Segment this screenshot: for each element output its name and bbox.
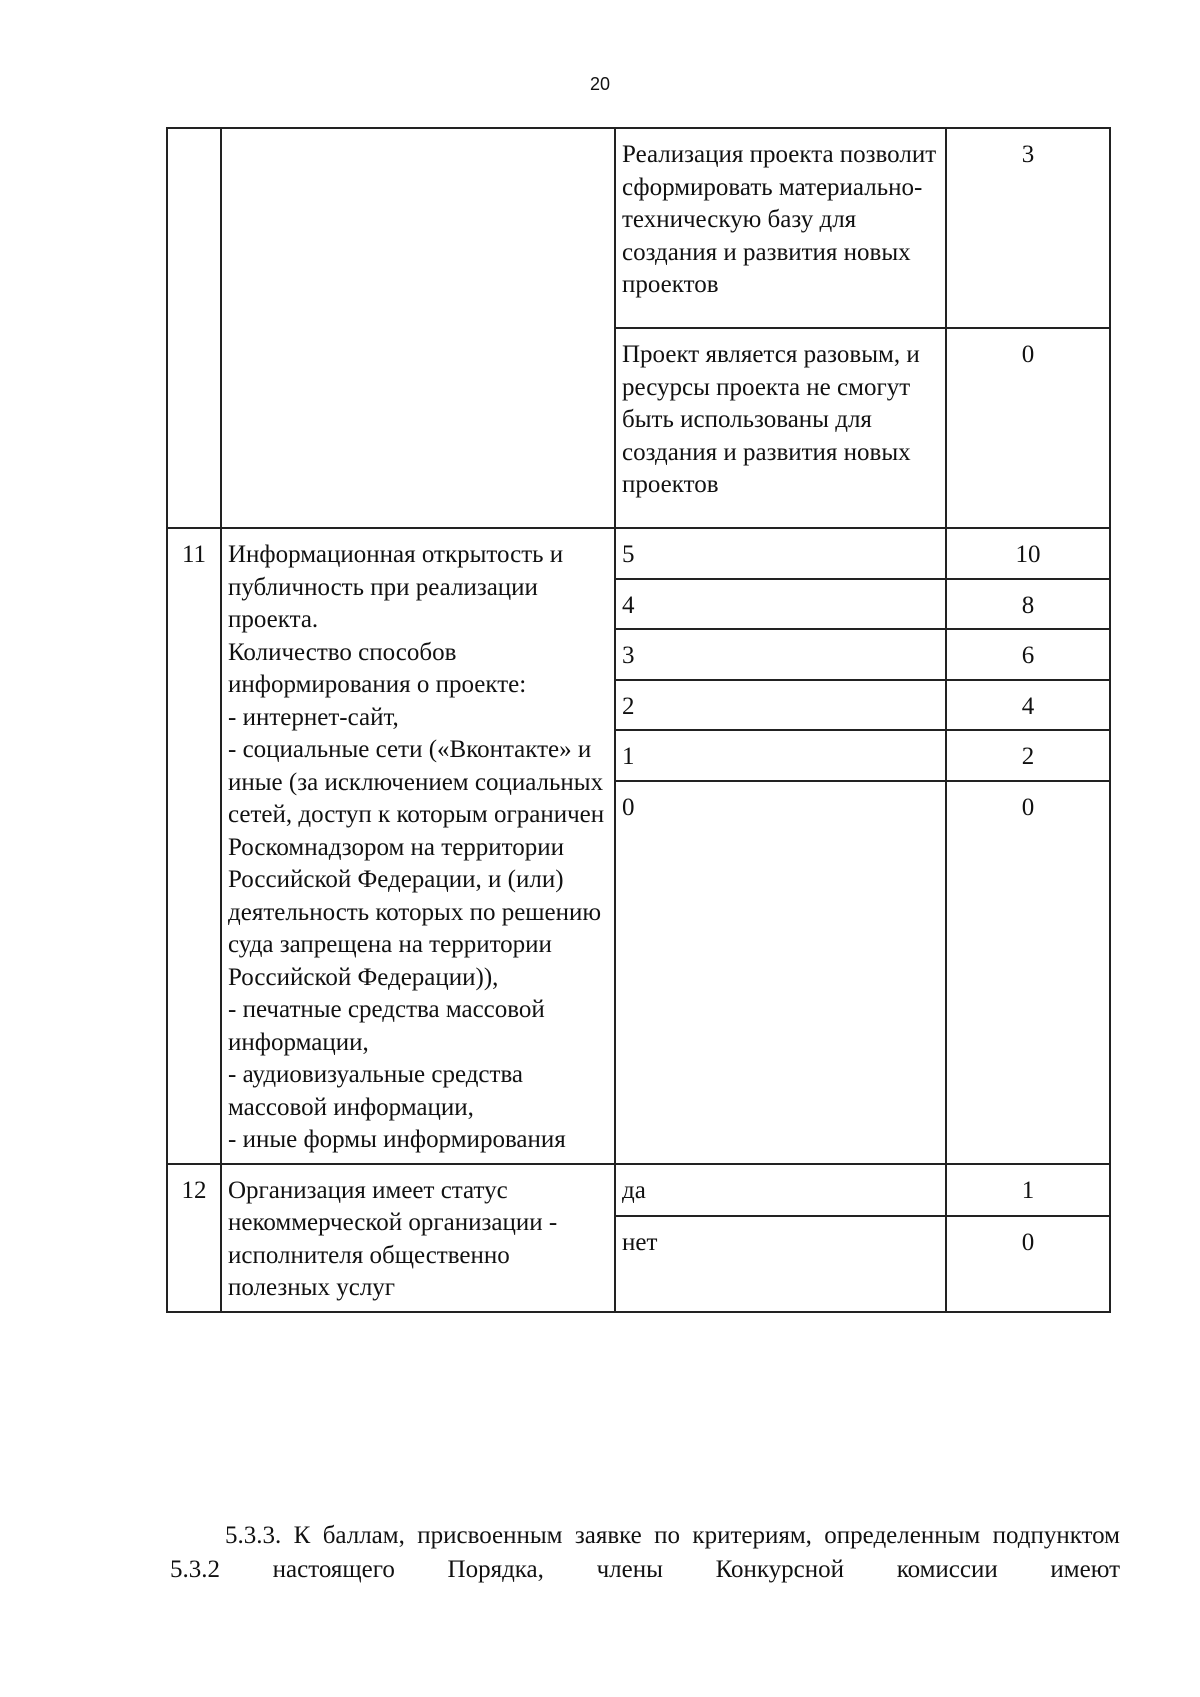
criterion-cell: Организация имеет статус некоммерческой организации - исполнителя общественно полезных услуг [221,1164,615,1312]
criterion-cell [221,128,615,528]
option-cell: 2 [615,680,946,731]
option-cell: нет [615,1216,946,1312]
score-cell: 0 [946,328,1110,528]
option-cell: 3 [615,629,946,680]
row-number-cell: 12 [167,1164,221,1312]
score-cell: 8 [946,579,1110,630]
table-row [167,1164,1110,1216]
option-cell: Проект является разовым, и ресурсы проекта не смогут быть использованы для создания и развития новых проектов [615,328,946,528]
score-cell: 10 [946,528,1110,579]
option-cell: 4 [615,579,946,630]
option-cell: Реализация проекта позволит сформировать материально-техническую базу для создания и развития новых проектов [615,128,946,328]
criterion-cell: Информационная открытость и публичность при реализации проекта. Количество способов информирования о проекте: - интернет-сайт, - социальные сети («Вконтакте» и иные (за исключением социальных сетей, доступ к которым ограничен Роскомнадзором на территории Российской Федерации, и (или) деятельность которых по решению суда запрещена на территории Российской Федерации)), - печатные средства массовой информации, - аудиовизуальные средства массовой информации, - иные формы информирования [221,528,615,1164]
score-cell: 0 [946,1216,1110,1312]
body-paragraph [170,1519,1120,1587]
option-cell: да [615,1164,946,1216]
score-cell: 4 [946,680,1110,731]
score-cell: 6 [946,629,1110,680]
score-cell: 0 [946,781,1110,1164]
score-cell: 3 [946,128,1110,328]
paragraph-text: 5.3.3. К баллам, присвоенным заявке по критериям, определенным подпунктом 5.3.2 настоящего Порядка, члены Конкурсной комиссии имеют [170,1522,1120,1583]
option-cell: 1 [615,730,946,781]
score-cell: 1 [946,1164,1110,1216]
criteria-table [166,127,1111,1313]
page-number: 20 [589,74,611,94]
table-row [167,128,1110,328]
row-number-cell [167,128,221,528]
option-cell: 0 [615,781,946,1164]
row-number-cell: 11 [167,528,221,1164]
score-cell: 2 [946,730,1110,781]
table-row [167,528,1110,579]
option-cell: 5 [615,528,946,579]
